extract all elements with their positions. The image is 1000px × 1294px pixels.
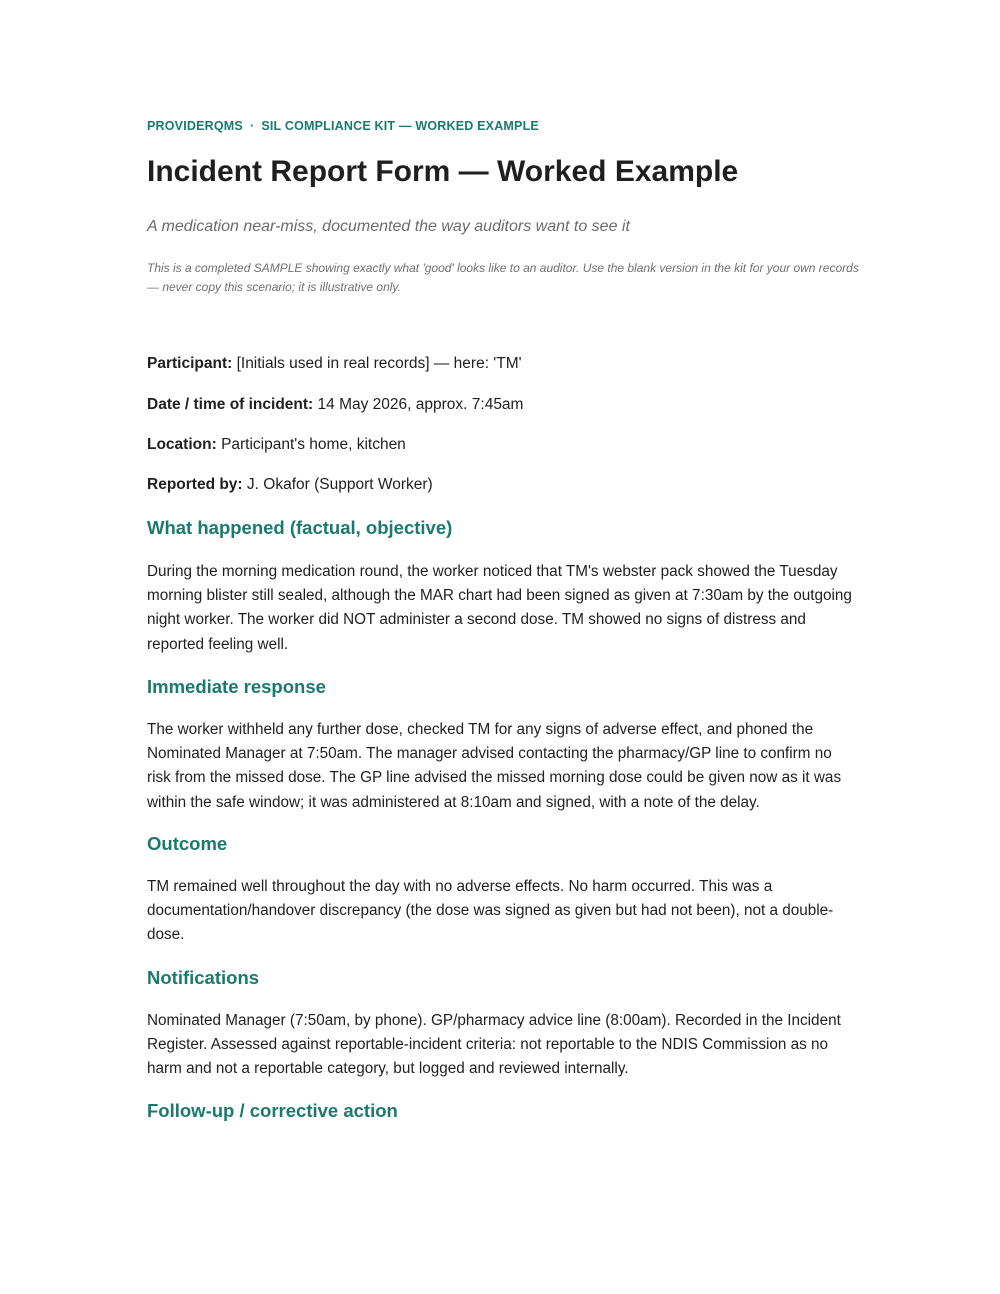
field-datetime-value: 14 May 2026, approx. 7:45am — [317, 396, 524, 413]
field-location-value: Participant's home, kitchen — [221, 436, 406, 453]
field-datetime-label: Date / time of incident: — [147, 396, 314, 413]
sample-note: This is a completed SAMPLE showing exactly what 'good' looks like to an auditor. Use the blank version in the kit for your own records — never copy this scenario; it is illustrative only. — [147, 261, 859, 294]
field-location-label: Location: — [147, 436, 217, 453]
brand-name: PROVIDERQMS — [147, 119, 243, 133]
section-heading-follow-up: Follow-up / corrective action — [147, 1100, 398, 1121]
section-heading-what-happened: What happened (factual, objective) — [147, 517, 453, 538]
eyebrow-separator: · — [249, 119, 255, 133]
page-title: Incident Report Form — Worked Example — [147, 155, 739, 188]
section-body-notifications: Nominated Manager (7:50am, by phone). GP/pharmacy advice line (8:00am). Recorded in the Incident Register. Assessed against reportable-incident criteria: not reportable to the NDIS Commission as no harm and not a reportable category, but logged and reviewed internally. — [147, 1012, 841, 1078]
page-subtitle: A medication near-miss, documented the way auditors want to see it — [147, 218, 630, 235]
field-reported-by-label: Reported by: — [147, 476, 243, 493]
field-location — [147, 436, 406, 454]
field-reported-by-value: J. Okafor (Support Worker) — [246, 476, 433, 493]
field-reported-by — [147, 476, 433, 494]
section-body-outcome: TM remained well throughout the day with no adverse effects. No harm occurred. This was a documentation/handover discrepancy (the dose was signed as given but had not been), not a double-dose. — [147, 878, 834, 944]
field-datetime — [147, 396, 523, 414]
kit-name: SIL COMPLIANCE KIT — WORKED EXAMPLE — [261, 119, 539, 133]
field-participant-value: [Initials used in real records] — here: 'TM' — [236, 355, 522, 372]
section-heading-outcome: Outcome — [147, 833, 228, 854]
section-body-immediate-response: The worker withheld any further dose, checked TM for any signs of adverse effect, and phoned the Nominated Manager at 7:50am. The manager advised contacting the pharmacy/GP line to confirm no risk from the missed dose. The GP line advised the missed morning dose could be given now as it was within the safe window; it was administered at 8:10am and signed, with a note of the delay. — [147, 721, 842, 811]
field-participant — [147, 355, 522, 373]
field-participant-label: Participant: — [147, 355, 233, 372]
section-heading-immediate-response: Immediate response — [147, 676, 326, 697]
document-eyebrow — [147, 119, 539, 133]
section-heading-notifications: Notifications — [147, 967, 260, 988]
section-body-what-happened: During the morning medication round, the worker noticed that TM's webster pack showed the Tuesday morning blister still sealed, although the MAR chart had been signed as given at 7:30am by the outgoing night worker. The worker did NOT administer a second dose. TM showed no signs of distress and reported feeling well. — [147, 563, 852, 653]
